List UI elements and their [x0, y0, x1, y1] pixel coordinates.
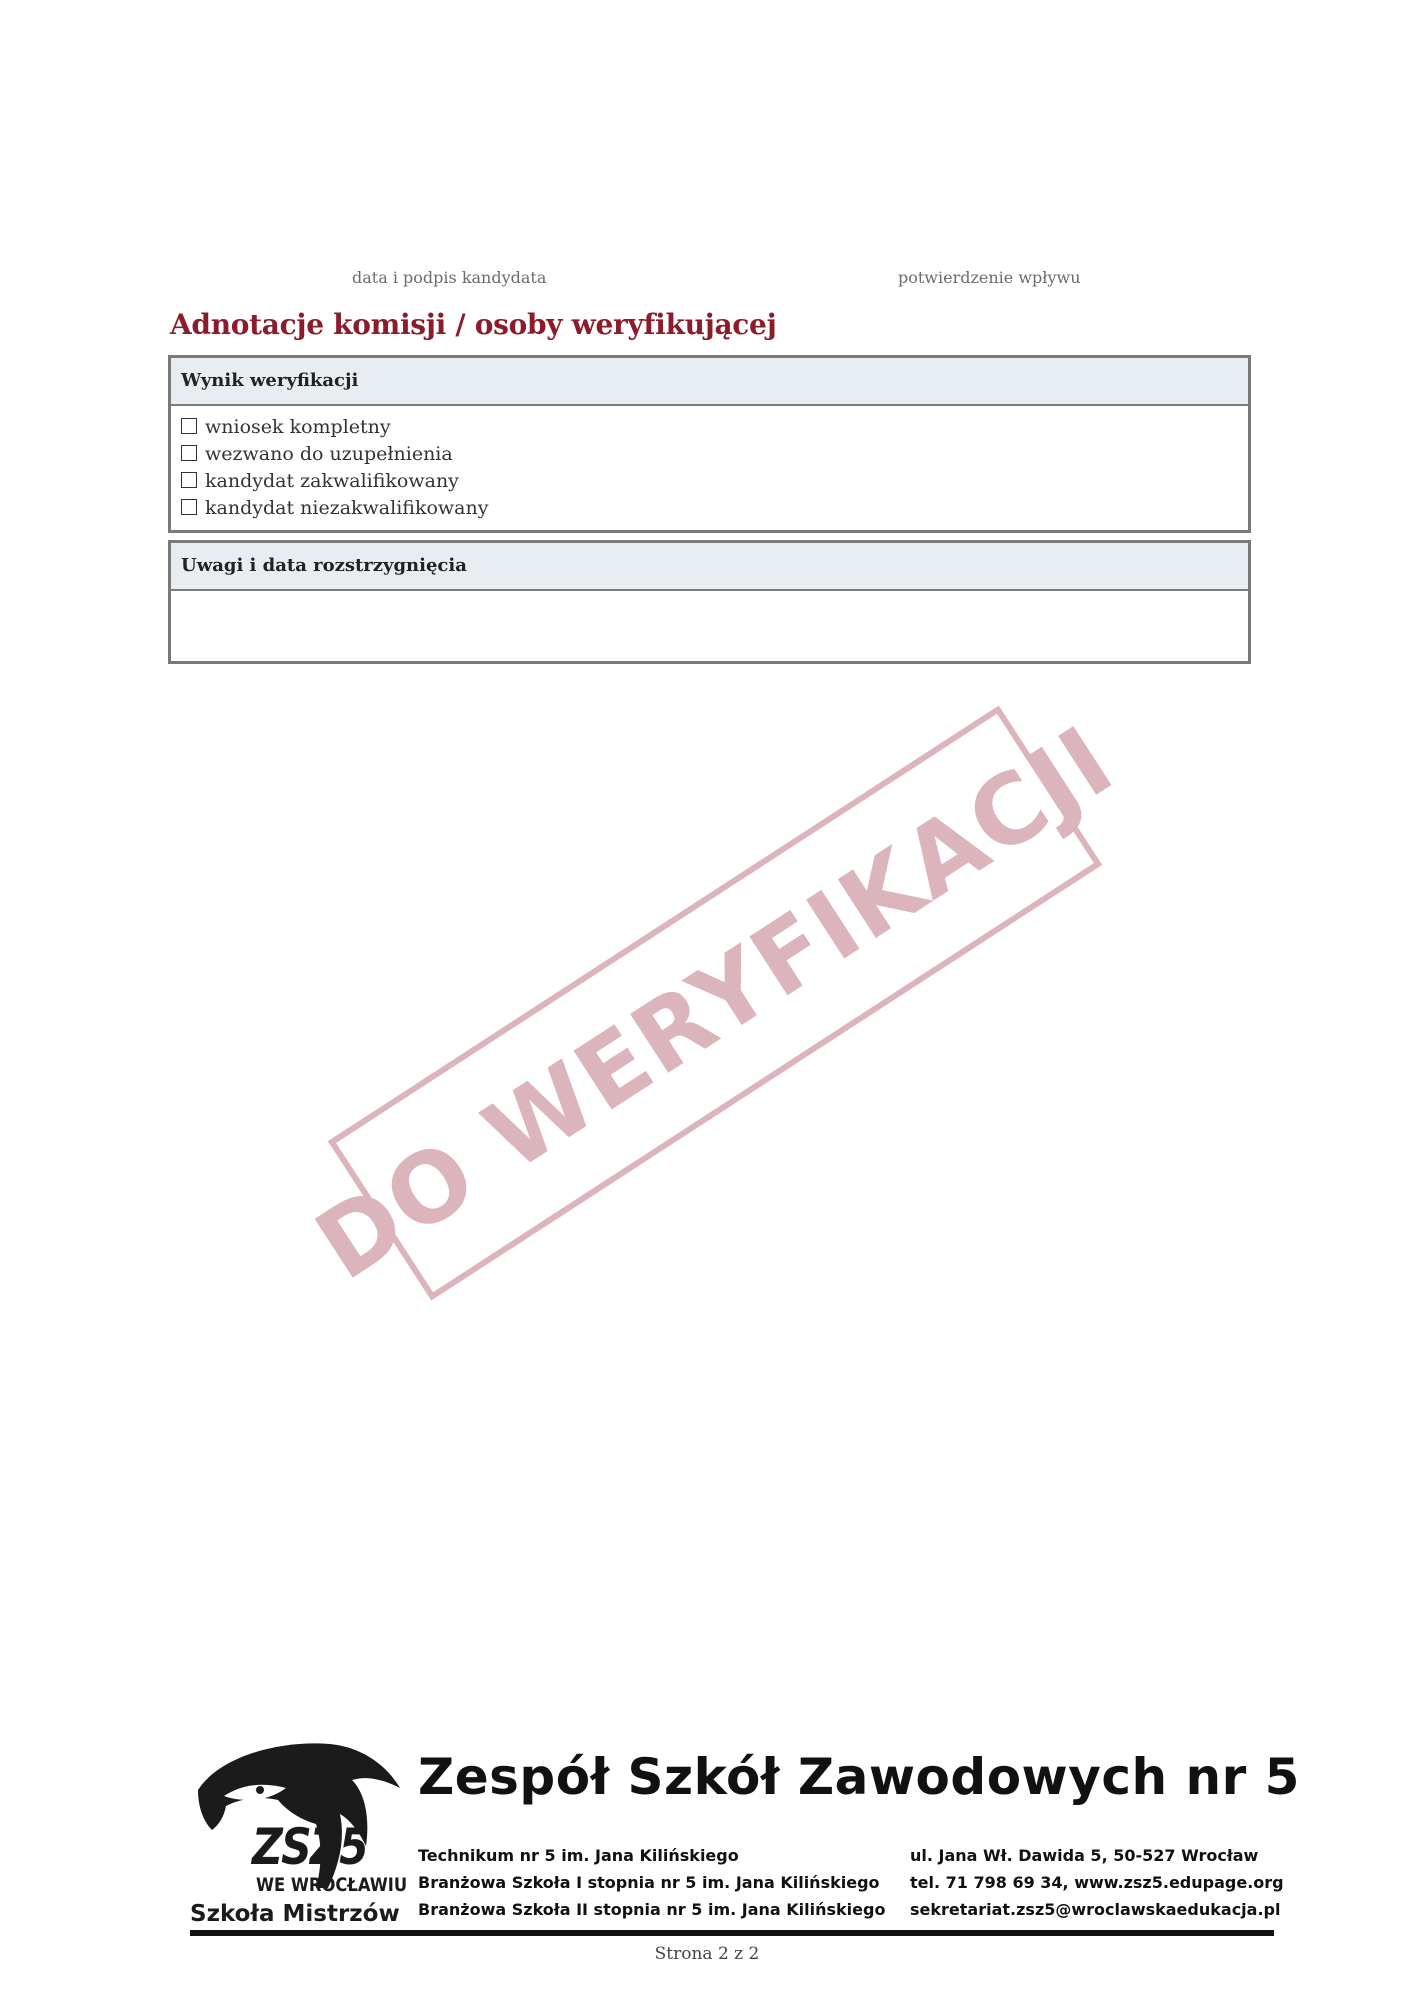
contact-info [910, 1842, 1284, 1923]
section-title: Adnotacje komisji / osoby weryfikującej [170, 308, 777, 341]
unit-line: Technikum nr 5 im. Jana Kilińskiego [418, 1846, 739, 1865]
option-label: kandydat zakwalifikowany [205, 470, 459, 492]
logo-acronym: ZSZ5 [252, 1818, 368, 1876]
logo-city: WE WROCŁAWIU [256, 1874, 408, 1896]
verification-options [171, 406, 1248, 530]
organization-name: Zespół Szkół Zawodowych nr 5 [418, 1748, 1300, 1806]
verification-header: Wynik weryfikacji [171, 358, 1248, 406]
option-requested-completion[interactable] [181, 441, 1238, 468]
option-label: kandydat niezakwalifikowany [205, 497, 489, 519]
stamp-text: DO WERYFIKACJI [296, 704, 1134, 1302]
receipt-confirmation-label: potwierdzenie wpływu [898, 268, 1081, 287]
email-line[interactable]: sekretariat.zsz5@wroclawskaedukacja.pl [910, 1900, 1281, 1919]
remarks-header: Uwagi i data rozstrzygnięcia [171, 543, 1248, 591]
checkbox-icon[interactable] [181, 418, 197, 434]
verification-box [168, 355, 1251, 533]
checkbox-icon[interactable] [181, 472, 197, 488]
remarks-box [168, 540, 1251, 664]
checkbox-icon[interactable] [181, 499, 197, 515]
logo-motto: Szkoła Mistrzów [190, 1901, 400, 1927]
option-qualified[interactable] [181, 468, 1238, 495]
verification-stamp [296, 704, 1134, 1302]
phone-website-line[interactable]: tel. 71 798 69 34, www.zsz5.edupage.org [910, 1873, 1284, 1892]
unit-line: Branżowa Szkoła I stopnia nr 5 im. Jana Kilińskiego [418, 1873, 880, 1892]
school-units [418, 1842, 885, 1923]
option-label: wniosek kompletny [205, 416, 391, 438]
footer-divider [190, 1930, 1274, 1936]
page-number: Strona 2 z 2 [654, 1944, 760, 1964]
school-logo [190, 1738, 408, 1928]
option-label: wezwano do uzupełnienia [205, 443, 453, 465]
option-complete[interactable] [181, 414, 1238, 441]
unit-line: Branżowa Szkoła II stopnia nr 5 im. Jana Kilińskiego [418, 1900, 886, 1919]
address-line: ul. Jana Wł. Dawida 5, 50-527 Wrocław [910, 1846, 1259, 1865]
checkbox-icon[interactable] [181, 445, 197, 461]
option-not-qualified[interactable] [181, 495, 1238, 522]
candidate-signature-label: data i podpis kandydata [352, 268, 547, 287]
remarks-field[interactable] [171, 591, 1248, 661]
